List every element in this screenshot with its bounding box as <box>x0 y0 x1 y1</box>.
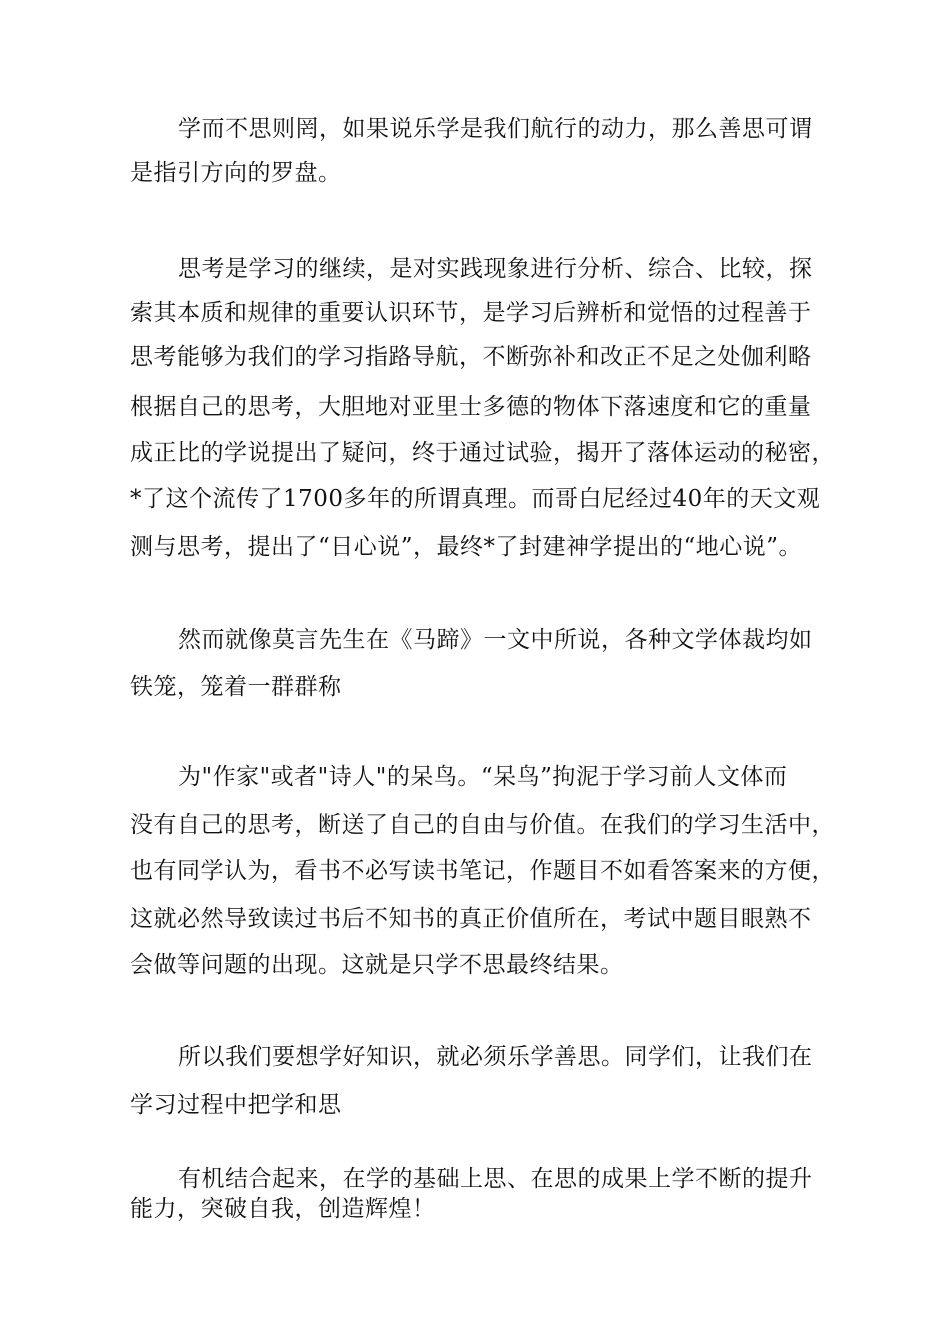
paragraph-4-line-1: 为"作家"或者"诗人"的呆鸟。“呆鸟”拘泥于学习前人文体而 <box>178 764 788 790</box>
paragraph-1-line-1: 学而不思则罔，如果说乐学是我们航行的动力，那么善思可谓 <box>178 116 813 142</box>
paragraph-2-line-3: 思考能够为我们的学习指路导航，不断弥补和改正不足之处伽利略 <box>130 344 812 370</box>
paragraph-3-line-2: 铁笼，笼着一群群称 <box>130 674 342 700</box>
paragraph-2-line-6: *了这个流传了1700多年的所谓真理。而哥白尼经过40年的天文观 <box>130 486 821 512</box>
paragraph-5-line-2: 学习过程中把学和思 <box>130 1092 342 1118</box>
paragraph-2-line-1: 思考是学习的继续，是对实践现象进行分析、综合、比较，探 <box>178 256 813 282</box>
paragraph-6-line-2: 能力，突破自我，创造辉煌！ <box>130 1196 436 1222</box>
paragraph-4-line-2: 没有自己的思考，断送了自己的自由与价值。在我们的学习生活中， <box>130 812 835 838</box>
paragraph-2-line-5: 成正比的学说提出了疑问，终于通过试验，揭开了落体运动的秘密， <box>130 440 835 466</box>
paragraph-5-line-1: 所以我们要想学好知识，就必须乐学善思。同学们，让我们在 <box>178 1044 813 1070</box>
paragraph-6-line-1: 有机结合起来，在学的基础上思、在思的成果上学不断的提升 <box>178 1166 813 1192</box>
paragraph-4-line-3: 也有同学认为，看书不必写读书笔记，作题目不如看答案来的方便， <box>130 858 835 884</box>
paragraph-2-line-4: 根据自己的思考，大胆地对亚里士多德的物体下落速度和它的重量 <box>130 394 812 420</box>
paragraph-2-line-7: 测与思考，提出了“日心说”，最终*了封建神学提出的“地心说”。 <box>130 534 803 560</box>
paragraph-4-line-5: 会做等问题的出现。这就是只学不思最终结果。 <box>130 952 624 978</box>
paragraph-1-line-2: 是指引方向的罗盘。 <box>130 160 342 186</box>
paragraph-4-line-4: 这就必然导致读过书后不知书的真正价值所在，考试中题目眼熟不 <box>130 906 812 932</box>
paragraph-3-line-1: 然而就像莫言先生在《马蹄》一文中所说，各种文学体裁均如 <box>178 627 813 653</box>
paragraph-2-line-2: 索其本质和规律的重要认识环节，是学习后辨析和觉悟的过程善于 <box>130 300 812 326</box>
